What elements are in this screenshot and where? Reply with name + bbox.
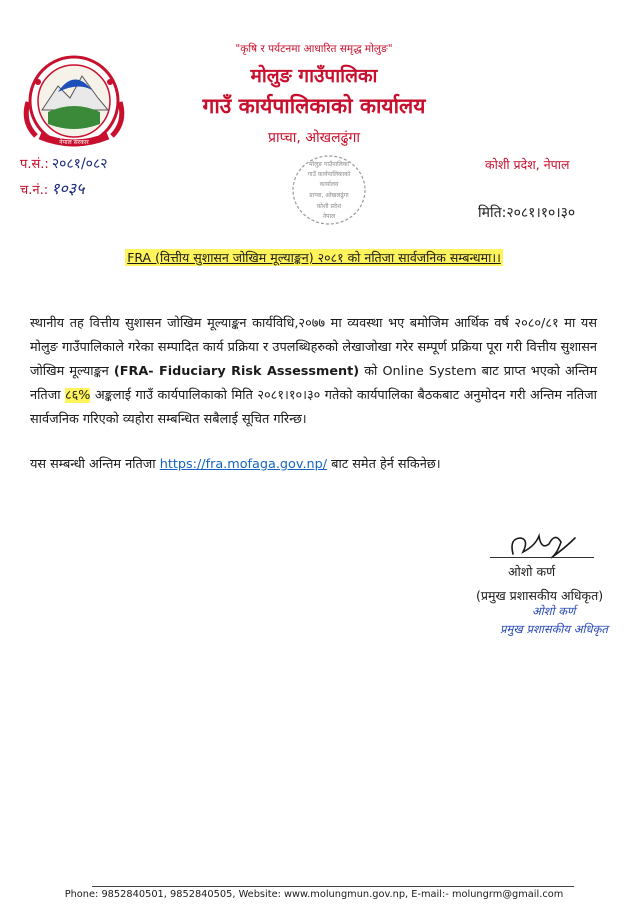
subject-text: FRA (वित्तीय सुशासन जोखिम मूल्याङ्कन) २०८१ को नतिजा सार्वजनिक सम्बन्धमा।।	[127, 250, 501, 265]
seal-line-4: प्राप्चा, ओखलढुंगा	[309, 192, 349, 199]
stamp-name: ओशो कर्ण	[532, 604, 576, 618]
office-address: प्राप्चा, ओखलढुंगा	[268, 130, 360, 146]
body-paragraph	[30, 312, 597, 432]
office-name: मोलुङ गाउँपालिका	[250, 65, 378, 87]
date-label: मिति:	[478, 205, 507, 221]
body-part-3: अङ्कलाई गाउँ कार्यपालिकाको मिति २०८१।१०।३० गतेको कार्यपालिका बैठकबाट अनुमोदन गरी अन्तिम नतिजा सार्वजनिक गरिएको व्यहोरा सम्बन्धित सबैलाई सूचित गरिन्छ।	[30, 388, 597, 427]
seal-line-2: गाउँ कार्यपालिकाको	[307, 171, 351, 178]
reference-number	[20, 154, 108, 173]
seal-line-3: कार्यालय	[319, 181, 339, 188]
letter-date	[478, 203, 575, 222]
footer-divider	[92, 886, 574, 887]
government-emblem	[18, 52, 130, 150]
link-line-after: बाट समेत हेर्न सकिनेछ।	[327, 457, 441, 472]
province: कोशी प्रदेश, नेपाल	[485, 157, 570, 172]
body-part-1: स्थानीय तह वित्तीय सुशासन जोखिम मूल्याङ्कन कार्यविधि,२०७७ मा व्यवस्था भए बमोजिम आर्थिक वर्ष २०८०/८१ मा यस मोलुङ गाउँपालिकाले गरेका सम्पादित कार्य प्रक्रिया र उपलब्धिहरुको लेखाजोखा गरेर सम्पूर्ण प्रक्रिया पूरा गरी वित्तीय सुशासन जोखिम मूल्याङ्कन	[30, 316, 597, 379]
date-value: २०८१।१०।३०	[506, 205, 576, 221]
signer-title: (प्रमुख प्रशासकीय अधिकृत)	[476, 588, 604, 603]
stamp-title: प्रमुख प्रशासकीय अधिकृत	[500, 622, 608, 636]
emblem-ribbon-text: नेपाल सरकार	[59, 139, 89, 146]
office-title: गाउँ कार्यपालिकाको कार्यालय	[202, 94, 426, 118]
office-seal	[288, 150, 370, 230]
seal-line-6: नेपाल	[322, 213, 336, 220]
score-value: ८६%	[64, 388, 91, 403]
body-part-2: को Online System बाट प्राप्त भएको अन्तिम नतिजा	[30, 364, 597, 403]
dispatch-number	[20, 177, 84, 199]
link-line-before: यस सम्बन्धी अन्तिम नतिजा	[30, 457, 160, 472]
dispatch-number-value: १०३५	[51, 179, 85, 198]
reference-number-value: २०८१/०८२	[51, 156, 108, 172]
subject	[0, 249, 628, 266]
link-paragraph	[30, 454, 441, 472]
seal-line-5: कोशी प्रदेश	[316, 203, 342, 210]
footer-contact: Phone: 9852840501, 9852840505, Website: www.molungmun.gov.np, E-mail:- molungrm@gmail.com	[64, 889, 564, 900]
signature-line	[490, 557, 594, 558]
fra-full-form: (FRA- Fiduciary Risk Assessment)	[113, 364, 360, 379]
motto: "कृषि र पर्यटनमा आधारित समृद्ध मोलुङ"	[235, 43, 393, 55]
handwritten-signature	[505, 524, 585, 564]
fra-website-link[interactable]: https://fra.mofaga.gov.np/	[159, 457, 328, 472]
signer-name: ओशो कर्ण	[508, 564, 556, 579]
dispatch-number-label: च.नं.:	[20, 183, 49, 198]
seal-line-1: मोलुङ गाउँपालिका	[309, 161, 349, 168]
reference-number-label: प.सं.:	[20, 157, 49, 172]
